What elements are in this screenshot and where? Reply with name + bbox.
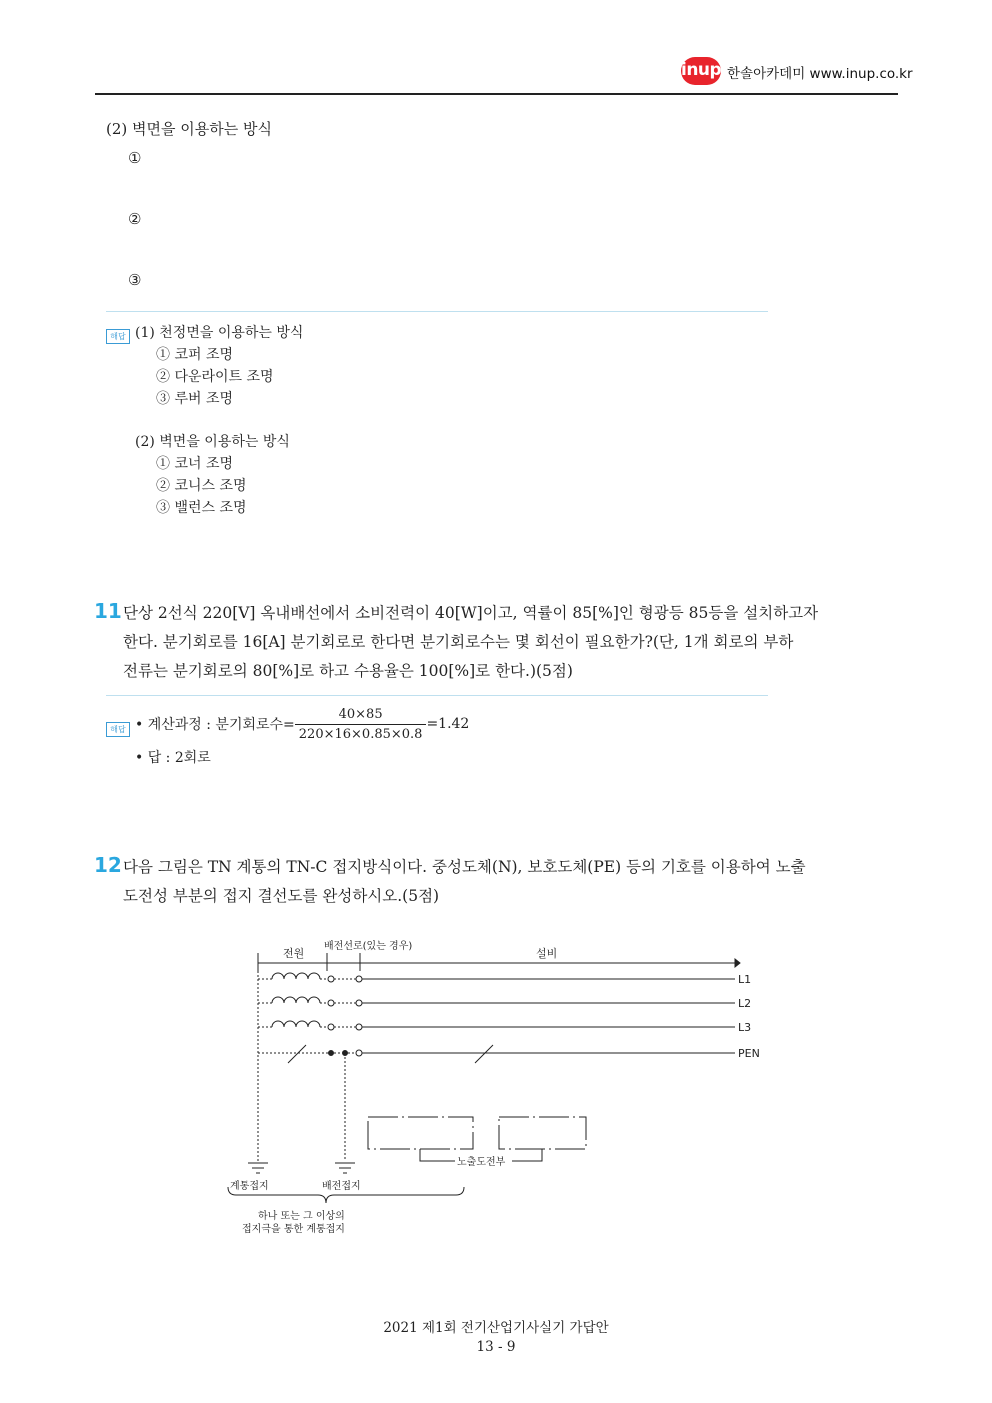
question-11-number: 11 [94, 599, 122, 623]
blank-item-3: ③ [128, 271, 142, 289]
answer-badge: 해답 [106, 717, 130, 737]
pen-slash-mark [475, 1045, 493, 1063]
exposed-part-box-2 [499, 1117, 586, 1149]
fraction-numerator: 40×85 [295, 707, 427, 725]
terminal [329, 1051, 334, 1056]
calc-formula [135, 704, 469, 744]
label-pen: PEN [738, 1047, 760, 1060]
label-l1: L1 [738, 973, 752, 986]
page-number: 13 - 9 [476, 1339, 516, 1355]
label-source: 전원 [283, 947, 305, 960]
label-l2: L2 [738, 997, 752, 1010]
answer-section-1-heading: (1) 천정면을 이용하는 방식 [135, 325, 304, 341]
calc-result: =1.42 [426, 716, 470, 732]
answer-divider [106, 695, 768, 696]
blank-item-2: ② [128, 210, 142, 228]
tn-c-diagram [220, 935, 780, 1245]
website-link[interactable]: www.inup.co.kr [809, 66, 913, 82]
bracket-right [512, 1149, 542, 1161]
terminal [328, 1000, 334, 1006]
blank-item-1: ① [128, 149, 142, 167]
exposed-part-box-1 [368, 1117, 473, 1149]
question-12-number: 12 [94, 853, 122, 877]
question-11-line: 한다. 분기회로를 16[A] 분기회로로 한다면 분기회로수는 몇 회선이 필요한가?(단, 1개 회로의 부하 [123, 633, 794, 651]
label-exposed-parts: 노출도전부 [457, 1157, 506, 1168]
header-rule [95, 93, 898, 95]
answer-badge: 해답 [106, 324, 130, 344]
coil-l2 [272, 997, 320, 1003]
terminal [356, 1000, 362, 1006]
label-l3: L3 [738, 1021, 752, 1034]
brand-name: 한솔아카데미 [727, 66, 806, 82]
question-11-line: 단상 2선식 220[V] 옥내배선에서 소비전력이 40[W]이고, 역률이 85[%]인 형광등 85등을 설치하고자 [123, 604, 819, 622]
label-distribution-earth: 배전접지 [322, 1181, 361, 1192]
label-note-line2: 접지극을 통한 계통접지 [242, 1224, 345, 1235]
brand-header [727, 62, 913, 82]
label-source-earth: 계통접지 [230, 1181, 269, 1192]
brand-logo: inup [681, 57, 721, 85]
answer-divider [106, 311, 768, 312]
pen-slash-mark [288, 1045, 306, 1063]
final-answer: • 답 : 2회로 [135, 750, 211, 766]
terminal [356, 1024, 362, 1030]
terminal [356, 1050, 362, 1056]
arrow-head [735, 959, 740, 967]
footer-title: 2021 제1회 전기산업기사실기 가답안 [383, 1320, 609, 1336]
answer-section-2-heading: (2) 벽면을 이용하는 방식 [135, 434, 290, 450]
fraction [295, 707, 427, 742]
terminal [328, 1024, 334, 1030]
label-note-line1: 하나 또는 그 이상의 [258, 1211, 345, 1222]
question-11-line: 전류는 분기회로의 80[%]로 하고 수용율은 100[%]로 한다.)(5점) [123, 662, 573, 680]
label-distribution: 배전선로(있는 경우) [324, 941, 413, 952]
fraction-denominator: 220×16×0.85×0.8 [298, 726, 423, 742]
coil-l3 [272, 1021, 320, 1027]
bracket-left [420, 1149, 455, 1161]
terminal [328, 976, 334, 982]
label-installation: 설비 [536, 947, 558, 960]
calc-label: • 계산과정 : 분기회로수= [135, 717, 295, 733]
terminal [356, 976, 362, 982]
question-12-line: 다음 그림은 TN 계통의 TN-C 접지방식이다. 중성도체(N), 보호도체(PE) 등의 기호를 이용하여 노출 [123, 858, 806, 876]
answer-item: ② 다운라이트 조명 [156, 369, 274, 385]
answer-item: ① 코너 조명 [156, 456, 233, 472]
answer-item: ③ 루버 조명 [156, 391, 233, 407]
answer-item: ③ 밸런스 조명 [156, 500, 247, 516]
question-12-line: 도전성 부분의 접지 결선도를 완성하시오.(5점) [123, 887, 440, 905]
coil-l1 [272, 973, 320, 979]
question-part2-heading: (2) 벽면을 이용하는 방식 [106, 120, 272, 138]
answer-item: ① 코퍼 조명 [156, 347, 233, 363]
answer-item: ② 코니스 조명 [156, 478, 247, 494]
